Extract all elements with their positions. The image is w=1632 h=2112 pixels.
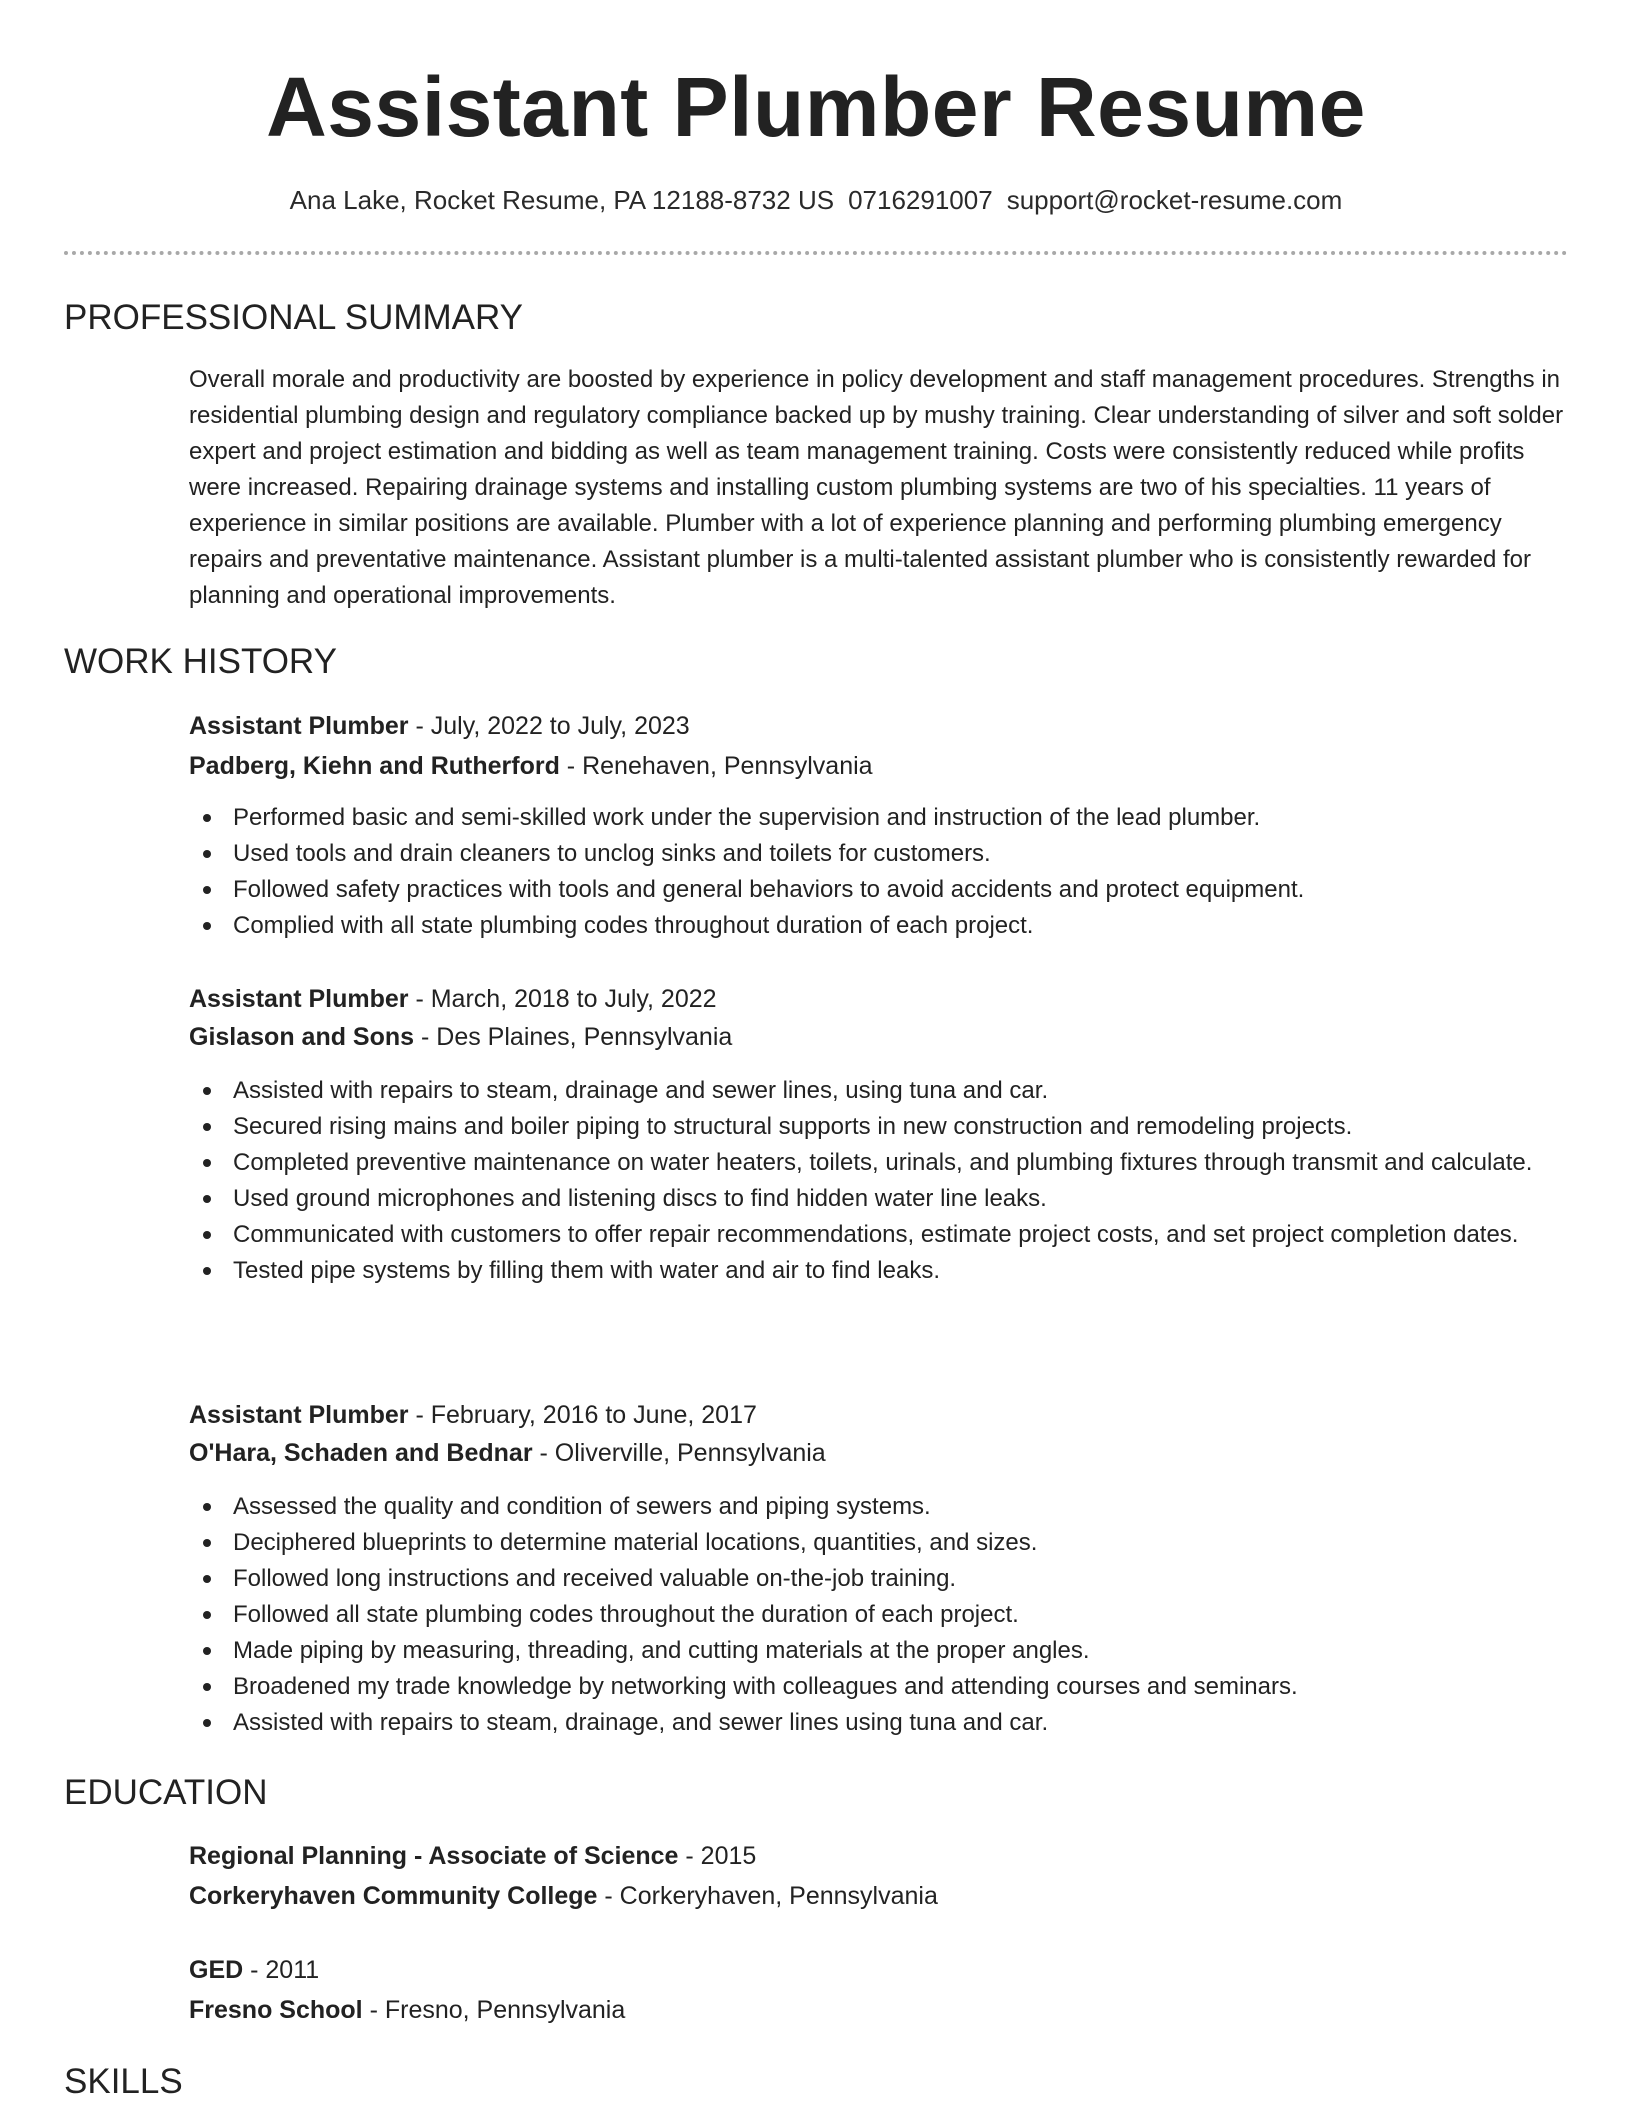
list-item: Secured rising mains and boiler piping to structural supports in new construction and remodeling projects. <box>233 1109 1613 1145</box>
job-2-dates: - March, 2018 to July, 2022 <box>408 985 717 1013</box>
job-1-location: - Renehaven, Pennsylvania <box>559 752 873 780</box>
skills-heading: SKILLS <box>64 2062 183 2101</box>
job-1-company-line <box>189 748 873 784</box>
contact-line <box>0 180 1632 220</box>
list-item: Assessed the quality and condition of sewers and piping systems. <box>233 1489 1613 1525</box>
job-2-company: Gislason and Sons <box>189 1023 415 1051</box>
job-3-company: O'Hara, Schaden and Bednar <box>189 1439 533 1467</box>
job-1-dates: - July, 2022 to July, 2023 <box>408 712 690 740</box>
education-2-degree: GED <box>189 1956 244 1984</box>
job-2-bullets <box>189 1073 1613 1289</box>
header-divider <box>64 251 1568 255</box>
summary-heading: PROFESSIONAL SUMMARY <box>64 298 523 337</box>
education-1-school: Corkeryhaven Community College <box>189 1882 598 1910</box>
education-2-school: Fresno School <box>189 1996 363 2024</box>
job-3-bullets <box>189 1489 1613 1741</box>
job-3-company-line <box>189 1435 826 1471</box>
job-3-title: Assistant Plumber <box>189 1401 409 1429</box>
contact-phone: 0716291007 <box>848 185 993 215</box>
education-heading: EDUCATION <box>64 1773 268 1812</box>
page-title: Assistant Plumber Resume <box>266 60 1366 154</box>
education-1-degree-line <box>189 1838 756 1874</box>
list-item: Completed preventive maintenance on water heaters, toilets, urinals, and plumbing fixtures through transmit and calculate. <box>233 1145 1613 1181</box>
work-history-heading: WORK HISTORY <box>64 642 337 681</box>
job-3-location: - Oliverville, Pennsylvania <box>532 1439 826 1467</box>
list-item: Followed long instructions and received valuable on-the-job training. <box>233 1561 1613 1597</box>
education-1-year: - 2015 <box>678 1842 757 1870</box>
job-1-title-line <box>189 708 690 744</box>
job-1-company: Padberg, Kiehn and Rutherford <box>189 752 560 780</box>
contact-address: Ana Lake, Rocket Resume, PA 12188-8732 US <box>289 185 835 215</box>
education-1-school-line <box>189 1878 938 1914</box>
list-item: Used ground microphones and listening discs to find hidden water line leaks. <box>233 1181 1613 1217</box>
summary-text: Overall morale and productivity are boosted by experience in policy development and staff management procedures. Strengths in residential plumbing design and regulatory compliance backed up by mushy training. Clear understanding of silver and soft solder expert and project estimation and bidding as well as team management training. Costs were consistently reduced while profits were increased. Repairing drainage systems and installing custom plumbing systems are two of his specialties. 11 years of experience in similar positions are available. Plumber with a lot of experience planning and performing plumbing emergency repairs and preventative maintenance. Assistant plumber is a multi-talented assistant plumber who is consistently rewarded for planning and operational improvements. <box>189 366 1564 609</box>
list-item: Followed all state plumbing codes throughout the duration of each project. <box>233 1597 1613 1633</box>
job-2-title: Assistant Plumber <box>189 985 409 1013</box>
job-2-location: - Des Plaines, Pennsylvania <box>414 1023 733 1051</box>
list-item: Followed safety practices with tools and general behaviors to avoid accidents and protect equipment. <box>233 872 1613 908</box>
education-2-degree-line <box>189 1952 319 1988</box>
job-2-company-line <box>189 1019 732 1055</box>
job-1-bullets <box>189 800 1613 944</box>
list-item: Complied with all state plumbing codes throughout duration of each project. <box>233 908 1613 944</box>
job-2-title-line <box>189 981 717 1017</box>
job-3-dates: - February, 2016 to June, 2017 <box>408 1401 757 1429</box>
education-2-year: - 2011 <box>243 1956 320 1984</box>
education-1-degree: Regional Planning - Associate of Science <box>189 1842 679 1870</box>
list-item: Used tools and drain cleaners to unclog sinks and toilets for customers. <box>233 836 1613 872</box>
contact-email: support@rocket-resume.com <box>1006 185 1343 215</box>
education-1-location: - Corkeryhaven, Pennsylvania <box>597 1882 938 1910</box>
job-3-title-line <box>189 1397 757 1433</box>
education-2-location: - Fresno, Pennsylvania <box>362 1996 626 2024</box>
job-1-title: Assistant Plumber <box>189 712 409 740</box>
list-item: Communicated with customers to offer repair recommendations, estimate project costs, and set project completion dates. <box>233 1217 1613 1253</box>
list-item: Assisted with repairs to steam, drainage and sewer lines, using tuna and car. <box>233 1073 1613 1109</box>
list-item: Performed basic and semi-skilled work under the supervision and instruction of the lead plumber. <box>233 800 1613 836</box>
list-item: Tested pipe systems by filling them with water and air to find leaks. <box>233 1253 1613 1289</box>
list-item: Deciphered blueprints to determine material locations, quantities, and sizes. <box>233 1525 1613 1561</box>
list-item: Assisted with repairs to steam, drainage, and sewer lines using tuna and car. <box>233 1705 1613 1741</box>
list-item: Broadened my trade knowledge by networking with colleagues and attending courses and seminars. <box>233 1669 1613 1705</box>
education-2-school-line <box>189 1992 625 2028</box>
list-item: Made piping by measuring, threading, and cutting materials at the proper angles. <box>233 1633 1613 1669</box>
